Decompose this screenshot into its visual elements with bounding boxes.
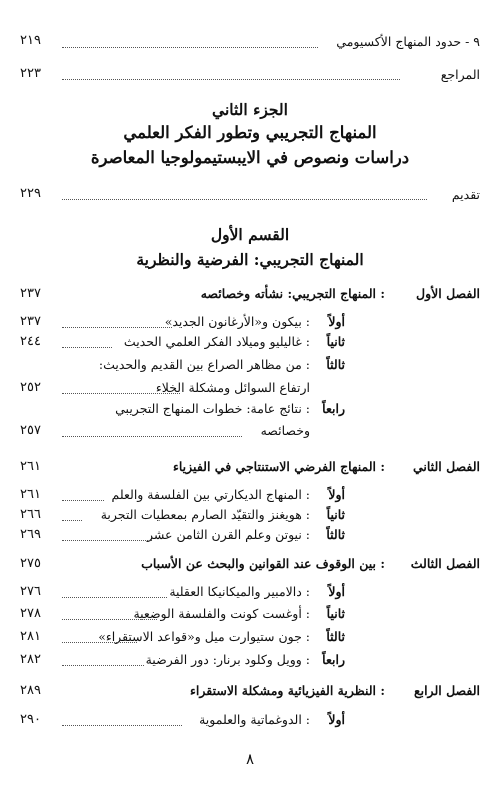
item-text-continued: ارتفاع السوائل ومشكلة الخلاء — [155, 380, 310, 395]
toc-entry-text: المراجع — [440, 67, 480, 82]
chapter-label: الفصل الأول — [416, 286, 480, 301]
dot-leader — [62, 347, 112, 348]
page-number-ref: ٢٢٣ — [20, 66, 41, 81]
dot-leader — [62, 436, 242, 437]
dot-leader — [62, 520, 82, 521]
dot-leader — [62, 642, 137, 643]
toc-entry-text: ٩ - حدود المنهاج الأكسيومي — [336, 34, 480, 49]
item-text: : أوغست كونت والفلسفة الوضعية — [133, 606, 310, 621]
chapter-page: ٢٨٩ — [20, 683, 41, 698]
item-ordinal: ثانياً — [326, 606, 345, 621]
dot-leader — [62, 619, 157, 620]
item-ordinal: أولاً — [328, 584, 345, 599]
dot-leader — [62, 540, 152, 541]
section-title: القسم الأول — [210, 225, 290, 244]
chapter-title: : المنهاج الفرضي الاستنتاجي في الفيزياء — [172, 459, 385, 474]
dot-leader — [62, 199, 427, 200]
chapter-title: : النظرية الفيزيائية ومشكلة الاستقراء — [190, 683, 385, 698]
page-number-ref: ٢٦١ — [20, 487, 41, 502]
item-text: : المنهاج الديكارتي بين الفلسفة والعلم — [111, 487, 310, 502]
item-ordinal: رابعاً — [322, 401, 345, 416]
page-number-ref: ٢٦٩ — [20, 527, 41, 542]
item-ordinal: أولاً — [328, 314, 345, 329]
dot-leader — [62, 393, 180, 394]
dot-leader — [62, 500, 104, 501]
item-ordinal: رابعاً — [322, 652, 345, 667]
item-ordinal: ثانياً — [326, 334, 345, 349]
page-number-ref: ٢١٩ — [20, 33, 41, 48]
page-number-ref: ٢٥٧ — [20, 423, 41, 438]
item-text: : من مظاهر الصراع بين القديم والحديث: — [98, 357, 310, 372]
chapter-title: : المنهاج التجريبي: نشأته وخصائصه — [200, 286, 385, 301]
item-text: : نتائج عامة: خطوات المنهاج التجريبي — [115, 401, 310, 416]
item-text: : جون ستيوارت ميل و«قواعد الاستقراء» — [98, 629, 310, 644]
page-number-ref: ٢٢٩ — [20, 186, 41, 201]
chapter-label: الفصل الثالث — [410, 556, 480, 571]
dot-leader — [62, 665, 144, 666]
item-ordinal: ثالثاً — [326, 629, 345, 644]
item-ordinal: ثالثاً — [326, 357, 345, 372]
part-subtitle: دراسات ونصوص في الايبستيمولوجيا المعاصرة — [90, 148, 410, 167]
item-text: : نيوتن وعلم القرن الثامن عشر — [147, 527, 310, 542]
folio-page-number: ٨ — [245, 750, 255, 768]
item-text: : دالامبير والميكانيكا العقلية — [169, 584, 310, 599]
item-text-continued: وخصائصه — [260, 423, 310, 438]
chapter-page: ٢٣٧ — [20, 286, 41, 301]
item-text: : وويل وكلود برنار: دور الفرضية — [145, 652, 310, 667]
page-number-ref: ٢٦٦ — [20, 507, 41, 522]
part-subtitle: المنهاج التجريبي وتطور الفكر العلمي — [123, 123, 377, 142]
chapter-page: ٢٦١ — [20, 459, 41, 474]
item-text: : غاليليو وميلاد الفكر العلمي الحديث — [123, 334, 310, 349]
chapter-title: : بين الوقوف عند القوانين والبحث عن الأسباب — [141, 556, 385, 571]
item-ordinal: أولاً — [328, 712, 345, 727]
toc-entry-text: تقديم — [451, 187, 480, 202]
item-text: : هويغنز والتقيّد الصارم بمعطيات التجربة — [100, 507, 310, 522]
dot-leader — [62, 47, 318, 48]
page-number-ref: ٢٤٤ — [20, 334, 41, 349]
chapter-label: الفصل الرابع — [413, 683, 480, 698]
section-subtitle: المنهاج التجريبي: الفرضية والنظرية — [136, 250, 364, 269]
page-number-ref: ٢٨٢ — [20, 652, 41, 667]
page-number-ref: ٢٧٨ — [20, 606, 41, 621]
item-ordinal: ثالثاً — [326, 527, 345, 542]
page-number-ref: ٢٣٧ — [20, 314, 41, 329]
part-title: الجزء الثاني — [212, 100, 288, 119]
item-ordinal: أولاً — [328, 487, 345, 502]
chapter-label: الفصل الثاني — [412, 459, 480, 474]
page-number-ref: ٢٧٦ — [20, 584, 41, 599]
page-number-ref: ٢٥٢ — [20, 380, 41, 395]
dot-leader — [62, 327, 172, 328]
item-text: : الدوغماتية والعلموية — [199, 712, 310, 727]
dot-leader — [62, 597, 167, 598]
item-text: : بيكون و«الأرغانون الجديد» — [164, 314, 310, 329]
item-ordinal: ثانياً — [326, 507, 345, 522]
page-number-ref: ٢٨١ — [20, 629, 41, 644]
dot-leader — [62, 725, 182, 726]
dot-leader — [62, 79, 400, 80]
chapter-page: ٢٧٥ — [20, 556, 41, 571]
page-number-ref: ٢٩٠ — [20, 712, 41, 727]
